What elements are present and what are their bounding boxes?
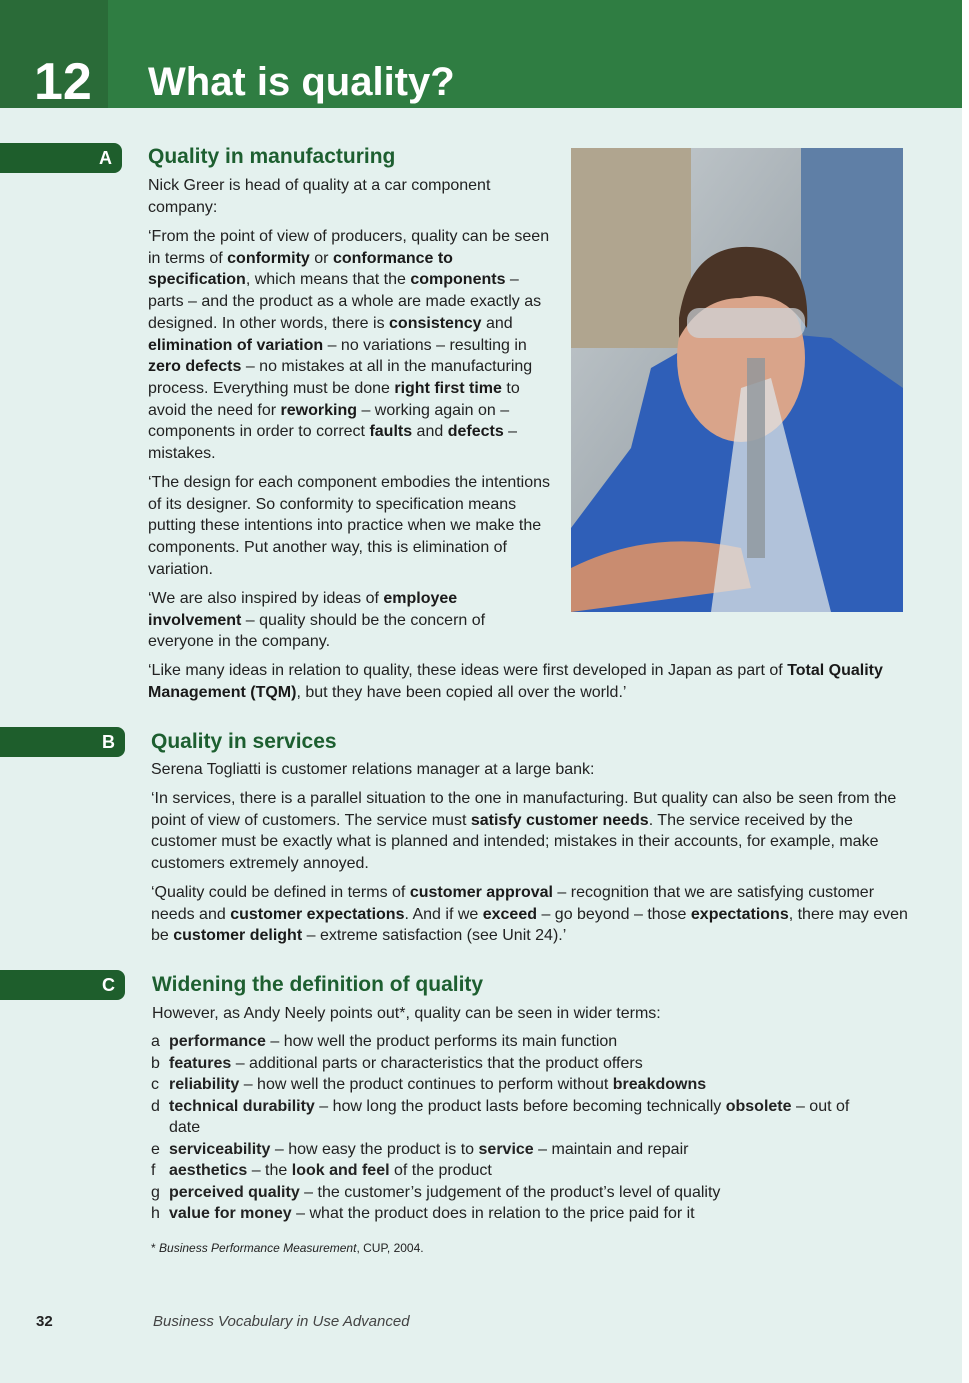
list-item: f aesthetics – the look and feel of the product: [151, 1162, 492, 1179]
list-item: c reliability – how well the product continues to perform without breakdowns: [151, 1076, 707, 1093]
quality-dimensions-list: [151, 1031, 871, 1225]
section-a-paragraph-4: ‘Like many ideas in relation to quality, these ideas were first developed in Japan as part of Total Quality Management (TQM), but they have been copied all over the world.’: [148, 662, 883, 701]
quality-inspector-photo: [571, 148, 903, 612]
section-a-intro: Nick Greer is head of quality at a car component company:: [148, 177, 491, 216]
section-tab-c: C: [0, 970, 125, 1000]
section-a-paragraph-1: ‘From the point of view of producers, quality can be seen in terms of conformity or conformance to specification, which means that the components – parts – and the product as a whole are made exactly as designed. In other words, there is consistency and elimination of variation – no variations – resulting in zero defects – no mistakes at all in the manufacturing process. Everything must be done right first time to avoid the need for reworking – working again on – components in order to correct faults and defects – mistakes.: [148, 228, 550, 463]
section-tab-b: B: [0, 727, 125, 757]
unit-number: 12: [34, 53, 92, 111]
section-title-a: Quality in manufacturing: [148, 145, 396, 168]
page-number: 32: [36, 1313, 53, 1330]
book-title: Business Vocabulary in Use Advanced: [153, 1313, 410, 1330]
unit-header: [0, 0, 962, 111]
unit-title: What is quality?: [148, 60, 455, 104]
list-item: e serviceability – how easy the product is to service – maintain and repair: [151, 1140, 689, 1158]
section-b-paragraph-2: ‘Quality could be defined in terms of customer approval – recognition that we are satisfying customer needs and customer expectations. And if we exceed – go beyond – those expectations, there may even be customer delight – extreme satisfaction (see Unit 24).’: [151, 884, 908, 945]
list-item: a performance – how well the product performs its main function: [151, 1033, 618, 1050]
list-item: h value for money – what the product does in relation to the price paid for it: [151, 1205, 695, 1222]
footnote: * Business Performance Measurement, CUP, 2004.: [151, 1241, 424, 1255]
section-b-intro: Serena Togliatti is customer relations manager at a large bank:: [151, 761, 595, 778]
section-b-paragraph-1: ‘In services, there is a parallel situation to the one in manufacturing. But quality can also be seen from the point of view of customers. The service must satisfy customer needs. The service received by the customer must be exactly what is planned and intended; mistakes in their accounts, for example, make customers extremely annoyed.: [151, 790, 897, 873]
page-edge: [962, 0, 969, 1383]
section-tab-a: A: [0, 143, 122, 173]
list-item: g perceived quality – the customer’s judgement of the product’s level of quality: [151, 1183, 721, 1201]
list-item: b features – additional parts or characteristics that the product offers: [151, 1054, 643, 1072]
list-item: d technical durability – how long the product lasts before becoming technically obsolete – out of date: [151, 1097, 850, 1136]
section-title-b: Quality in services: [151, 730, 337, 753]
section-a-paragraph-2: ‘The design for each component embodies the intentions of its designer. So conformity to specification means putting these intentions into practice when we make the components. Put another way, this is elimination of variation.: [148, 474, 551, 578]
section-c-intro: However, as Andy Neely points out*, quality can be seen in wider terms:: [152, 1005, 661, 1022]
section-a-paragraph-3: ‘We are also inspired by ideas of employee involvement – quality should be the concern of everyone in the company.: [148, 590, 486, 651]
section-title-c: Widening the definition of quality: [152, 973, 484, 996]
photo-illustration: [571, 148, 903, 612]
